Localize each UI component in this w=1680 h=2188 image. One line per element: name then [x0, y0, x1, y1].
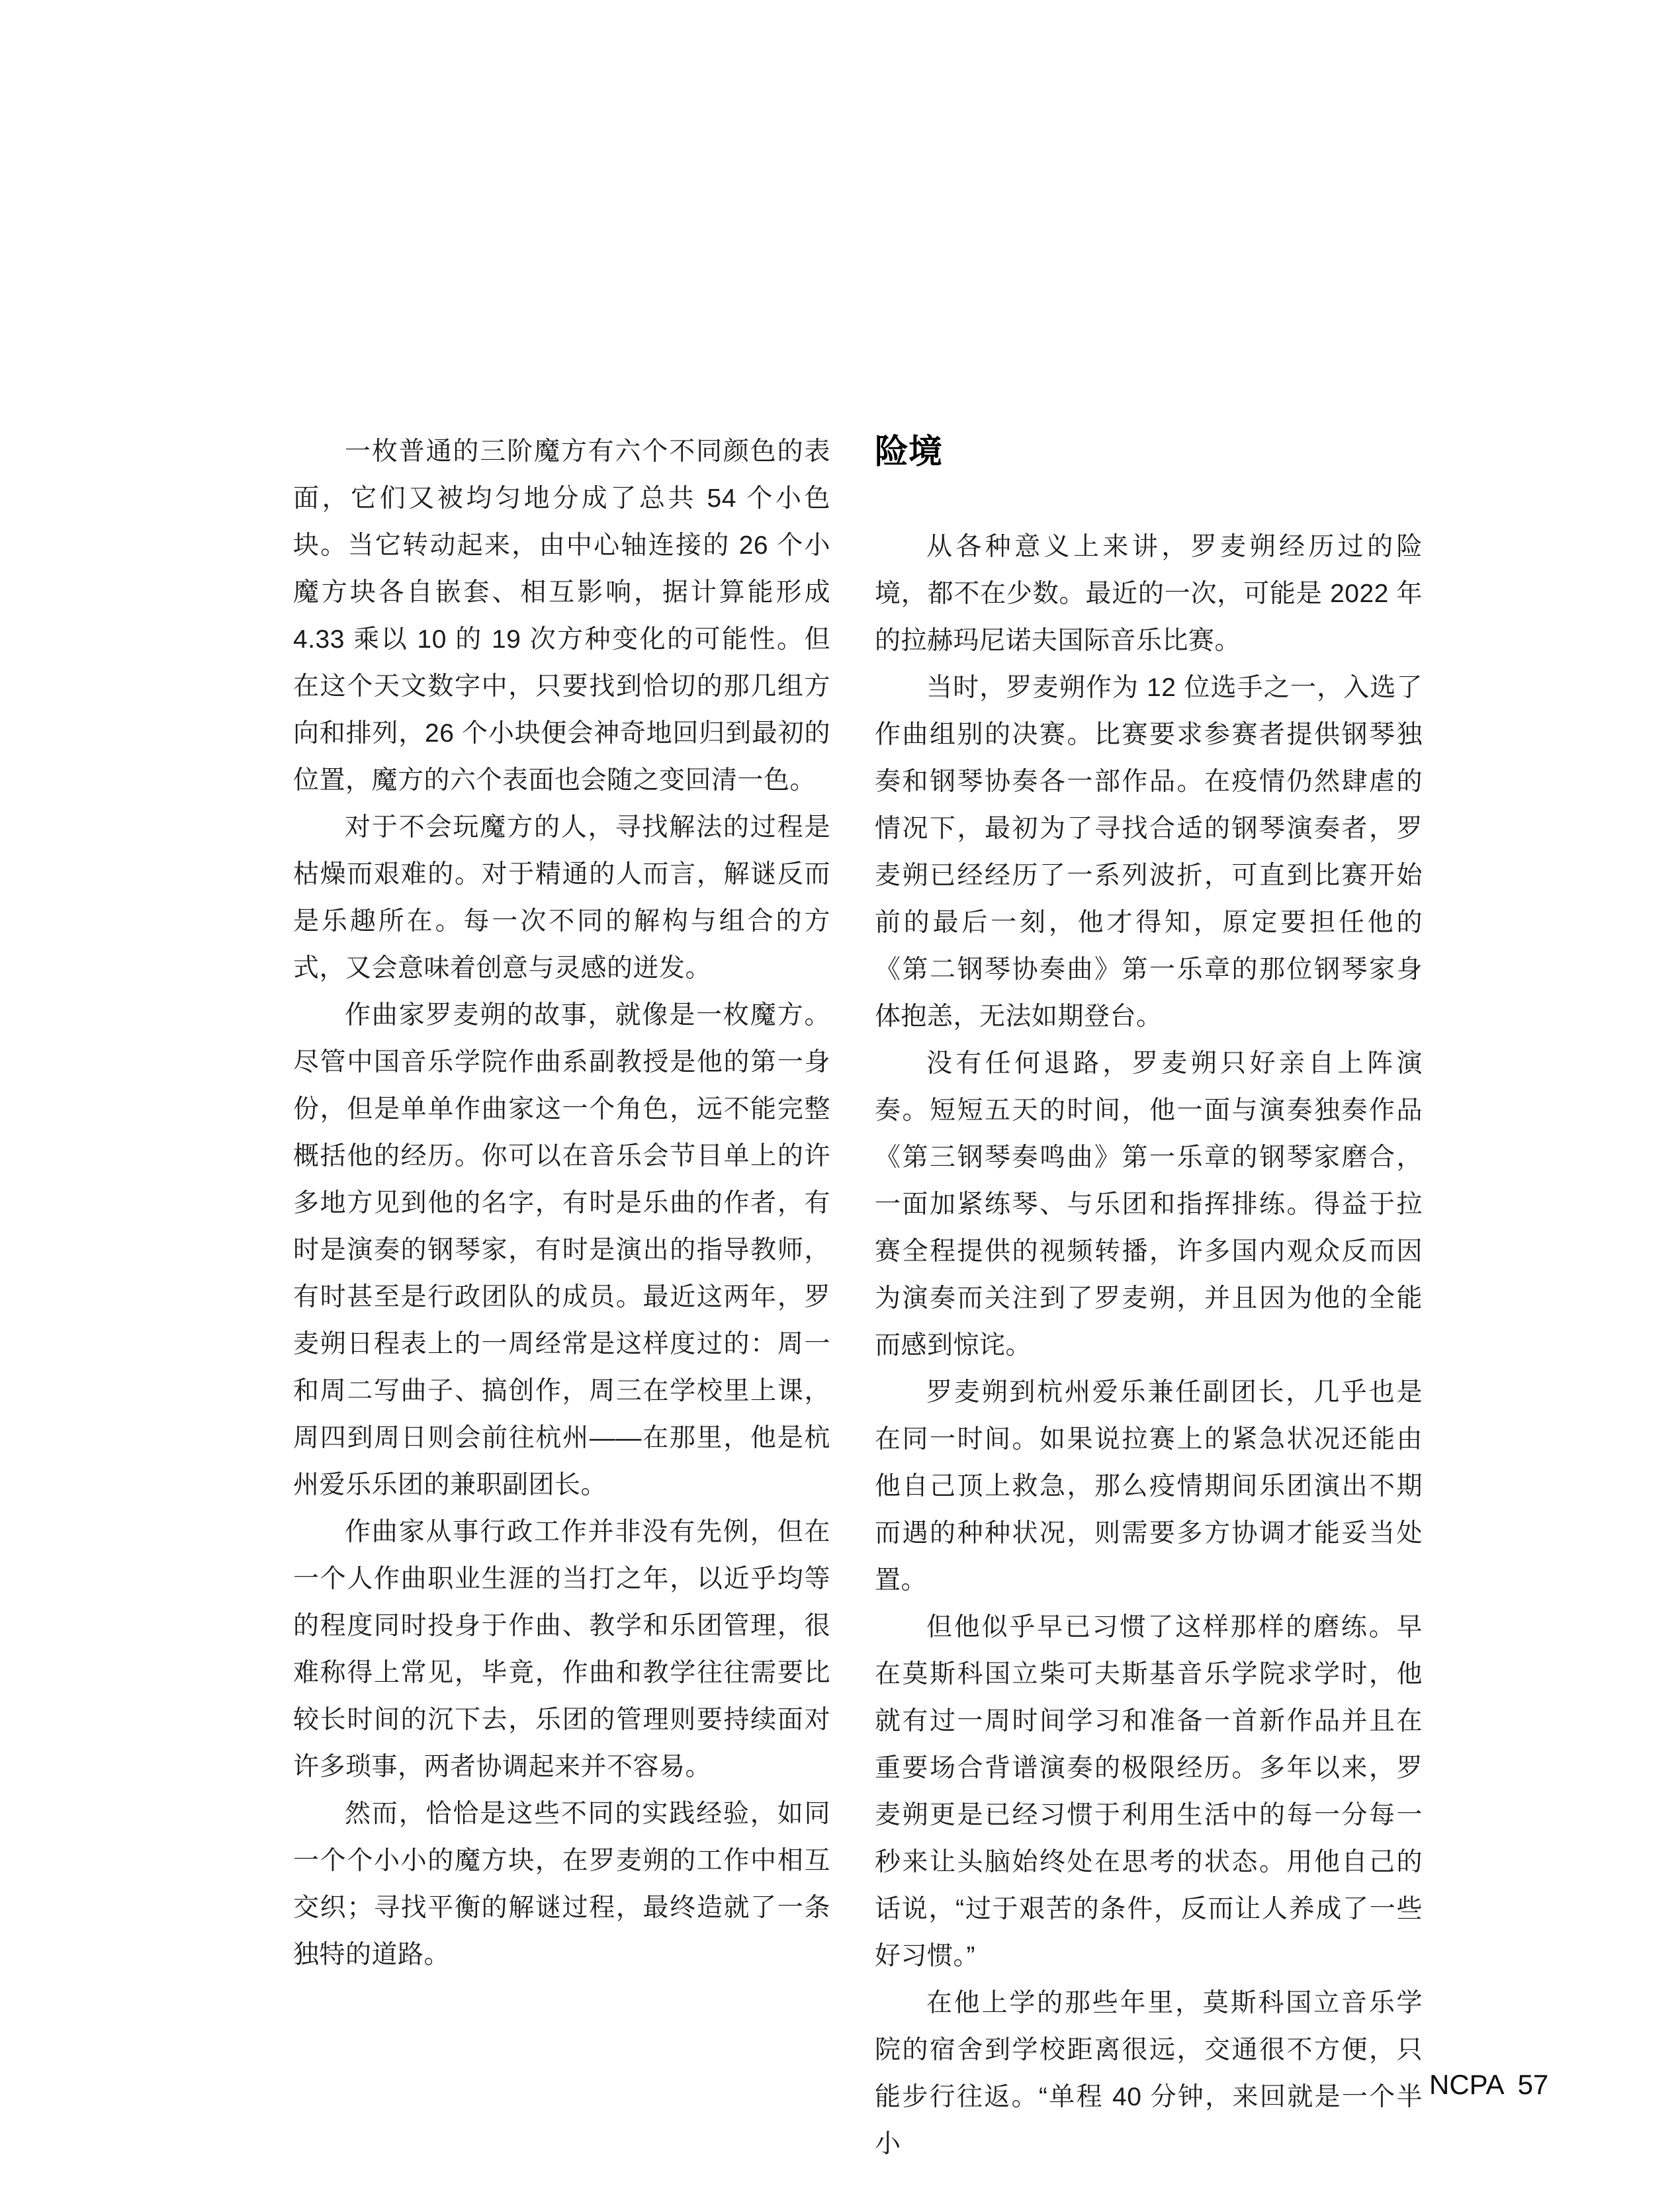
paragraph: 从各种意义上来讲，罗麦朔经历过的险境，都不在少数。最近的一次，可能是 2022 年的拉赫玛尼诺夫国际音乐比赛。 — [875, 533, 1423, 655]
page-number: 57 — [1517, 2069, 1549, 2100]
page-footer — [1429, 2071, 1548, 2099]
article-column-right — [875, 428, 1423, 2167]
paragraph: 当时，罗麦朔作为 12 位选手之一，入选了作曲组别的决赛。比赛要求参赛者提供钢琴独奏和钢琴协奏各一部作品。在疫情仍然肆虐的情况下，最初为了寻找合适的钢琴演奏者，罗麦朔已经经历了一系列波折，可直到比赛开始前的最后一刻，他才得知，原定要担任他的《第二钢琴协奏曲》第一乐章的那位钢琴家身体抱恙，无法如期登台。 — [875, 674, 1423, 1031]
paragraph: 对于不会玩魔方的人，寻找解法的过程是枯燥而艰难的。对于精通的人而言，解谜反而是乐趣所在。每一次不同的解构与组合的方式，又会意味着创意与灵感的迸发。 — [293, 813, 830, 983]
paragraph: 罗麦朔到杭州爱乐兼任副团长，几乎也是在同一时间。如果说拉赛上的紧急状况还能由他自己顶上救急，那么疫情期间乐团演出不期而遇的种种状况，则需要多方协调才能妥当处置。 — [875, 1378, 1423, 1595]
paragraph: 但他似乎早已习惯了这样那样的磨练。早在莫斯科国立柴可夫斯基音乐学院求学时，他就有过一周时间学习和准备一首新作品并且在重要场合背谱演奏的极限经历。多年以来，罗麦朔更是已经习惯于利用生活中的每一分每一秒来让头脑始终处在思考的状态。用他自己的话说，“过于艰苦的条件，反而让人养成了一些好习惯。” — [875, 1613, 1423, 1970]
magazine-name: NCPA — [1429, 2069, 1505, 2100]
paragraph: 在他上学的那些年里，莫斯科国立音乐学院的宿舍到学校距离很远，交通很不方便，只能步行往返。“单程 40 分钟，来回就是一个半小 — [875, 1989, 1423, 2158]
paragraph: 作曲家从事行政工作并非没有先例，但在一个人作曲职业生涯的当打之年，以近乎均等的程度同时投身于作曲、教学和乐团管理，很难称得上常见，毕竟，作曲和教学往往需要比较长时间的沉下去，乐团的管理则要持续面对许多琐事，两者协调起来并不容易。 — [293, 1518, 830, 1781]
paragraph: 一枚普通的三阶魔方有六个不同颜色的表面，它们又被均匀地分成了总共 54 个小色块。当它转动起来，由中心轴连接的 26 个小魔方块各自嵌套、相互影响，据计算能形成 4.33 乘以 10 的 19 次方种变化的可能性。但在这个天文数字中，只要找到恰切的那几组方向和排列，26 个小块便会神奇地回归到最初的位置，魔方的六个表面也会随之变回清一色。 — [293, 437, 830, 795]
section-heading: 险境 — [875, 433, 943, 470]
article-column-left — [293, 428, 830, 1978]
paragraph: 作曲家罗麦朔的故事，就像是一枚魔方。尽管中国音乐学院作曲系副教授是他的第一身份，但是单单作曲家这一个角色，远不能完整概括他的经历。你可以在音乐会节目单上的许多地方见到他的名字，有时是乐曲的作者，有时是演奏的钢琴家，有时是演出的指导教师，有时甚至是行政团队的成员。最近这两年，罗麦朔日程表上的一周经常是这样度过的：周一和周二写曲子、搞创作，周三在学校里上课，周四到周日则会前往杭州——在那里，他是杭州爱乐乐团的兼职副团长。 — [293, 1001, 830, 1499]
paragraph: 然而，恰恰是这些不同的实践经验，如同一个个小小的魔方块，在罗麦朔的工作中相互交织；寻找平衡的解谜过程，最终造就了一条独特的道路。 — [293, 1800, 830, 1969]
paragraph: 没有任何退路，罗麦朔只好亲自上阵演奏。短短五天的时间，他一面与演奏独奏作品《第三钢琴奏鸣曲》第一乐章的钢琴家磨合，一面加紧练琴、与乐团和指挥排练。得益于拉赛全程提供的视频转播，许多国内观众反而因为演奏而关注到了罗麦朔，并且因为他的全能而感到惊诧。 — [875, 1049, 1423, 1360]
